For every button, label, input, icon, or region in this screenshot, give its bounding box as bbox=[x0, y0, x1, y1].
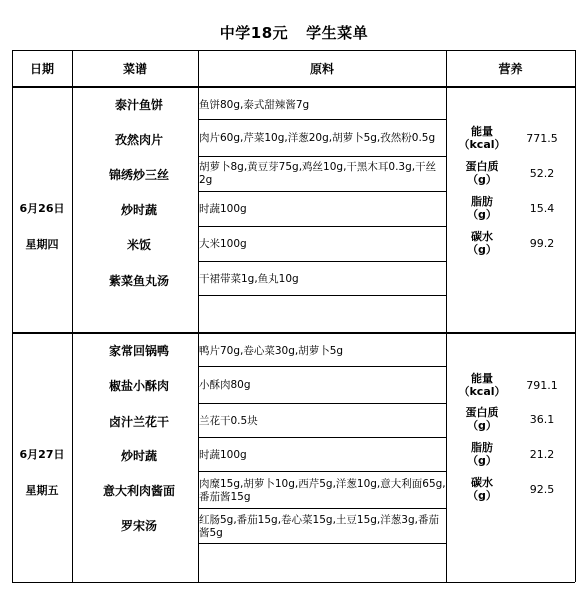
nutrition-value: 36.1 bbox=[529, 413, 555, 426]
dish-name: 卤汁兰花干 bbox=[108, 414, 169, 429]
dish-name: 椒盐小酥肉 bbox=[108, 378, 169, 393]
nutrition-label: 脂肪 （g） bbox=[467, 441, 497, 467]
dish-ingredients: 胡萝卜8g,黄豆芽75g,鸡丝10g,干黑木耳0.3g,干丝2g bbox=[199, 161, 437, 186]
row-divider bbox=[198, 295, 446, 296]
nutrition-value: 52.2 bbox=[529, 167, 555, 180]
dish-name: 炒时蔬 bbox=[120, 202, 157, 217]
header-nutrition: 营养 bbox=[498, 61, 523, 76]
nutrition-value: 21.2 bbox=[529, 448, 555, 461]
header-ingredients: 原料 bbox=[309, 61, 334, 76]
dish-name: 紫菜鱼丸汤 bbox=[108, 273, 169, 288]
menu-table bbox=[12, 50, 575, 582]
table-border-right bbox=[575, 50, 576, 582]
dish-name: 炒时蔬 bbox=[120, 448, 157, 463]
dish-ingredients: 红肠5g,番茄15g,卷心菜15g,土豆15g,洋葱3g,番茄酱5g bbox=[199, 513, 439, 539]
row-divider bbox=[198, 261, 446, 262]
dish-ingredients: 大米100g bbox=[199, 238, 247, 250]
dish-name: 家常回锅鸭 bbox=[108, 343, 169, 358]
dish-name: 罗宋汤 bbox=[120, 518, 157, 533]
row-divider bbox=[198, 543, 446, 544]
table-border-bottom bbox=[12, 582, 575, 583]
dish-ingredients: 时蔬100g bbox=[199, 448, 247, 461]
nutrition-label: 脂肪 （g） bbox=[467, 195, 497, 221]
dish-ingredients: 肉糜15g,胡萝卜10g,西芹5g,洋葱10g,意大利面65g,番茄酱15g bbox=[199, 477, 446, 503]
row-divider bbox=[198, 508, 446, 509]
day-weekday: 星期四 bbox=[25, 238, 59, 251]
nutrition-label: 能量 （kcal） bbox=[458, 125, 506, 151]
nutrition-label: 蛋白质 （g） bbox=[465, 160, 499, 186]
row-divider bbox=[198, 119, 446, 120]
day-date: 6月27日 bbox=[19, 448, 65, 461]
dish-ingredients: 小酥肉80g bbox=[199, 378, 251, 391]
row-divider bbox=[198, 403, 446, 404]
dish-name: 意大利肉酱面 bbox=[102, 483, 175, 498]
menu-subtitle: 学生菜单 bbox=[306, 24, 369, 42]
day-divider bbox=[12, 333, 575, 334]
dish-ingredients: 肉片60g,芹菜10g,洋葱20g,胡萝卜5g,孜然粉0.5g bbox=[199, 131, 436, 144]
day-date: 6月26日 bbox=[19, 202, 65, 215]
page-title bbox=[0, 22, 588, 43]
header-date: 日期 bbox=[29, 61, 54, 76]
nutrition-value: 15.4 bbox=[529, 202, 555, 215]
dish-ingredients: 兰花干0.5块 bbox=[199, 414, 258, 427]
nutrition-label: 碳水 （g） bbox=[467, 230, 497, 256]
nutrition-label: 能量 （kcal） bbox=[458, 372, 506, 398]
header-divider bbox=[12, 87, 575, 88]
row-divider bbox=[198, 471, 446, 472]
nutrition-label: 蛋白质 （g） bbox=[465, 406, 499, 432]
dish-ingredients: 鱼饼80g,泰式甜辣酱7g bbox=[199, 98, 310, 111]
nutrition-value: 791.1 bbox=[526, 379, 558, 392]
nutrition-value: 771.5 bbox=[526, 132, 558, 145]
dish-name: 米饭 bbox=[126, 237, 151, 252]
dish-name: 锦绣炒三丝 bbox=[108, 167, 169, 182]
column-divider bbox=[72, 50, 73, 582]
table-border-left bbox=[12, 50, 13, 582]
row-divider bbox=[198, 437, 446, 438]
dish-name: 泰汁鱼饼 bbox=[114, 97, 163, 112]
dish-name: 孜然肉片 bbox=[114, 132, 163, 147]
dish-ingredients: 时蔬100g bbox=[199, 203, 247, 215]
nutrition-label: 碳水 （g） bbox=[467, 476, 497, 502]
header-dish: 菜谱 bbox=[122, 61, 147, 76]
day-weekday: 星期五 bbox=[25, 484, 59, 497]
dish-ingredients: 干裙带菜1g,鱼丸10g bbox=[199, 272, 299, 285]
row-divider bbox=[198, 366, 446, 367]
row-divider bbox=[198, 226, 446, 227]
nutrition-value: 92.5 bbox=[529, 483, 555, 496]
nutrition-value: 99.2 bbox=[529, 237, 555, 250]
dish-ingredients: 鸭片70g,卷心菜30g,胡萝卜5g bbox=[199, 345, 344, 357]
menu-school-title: 中学18元 bbox=[219, 24, 289, 42]
row-divider bbox=[198, 191, 446, 192]
